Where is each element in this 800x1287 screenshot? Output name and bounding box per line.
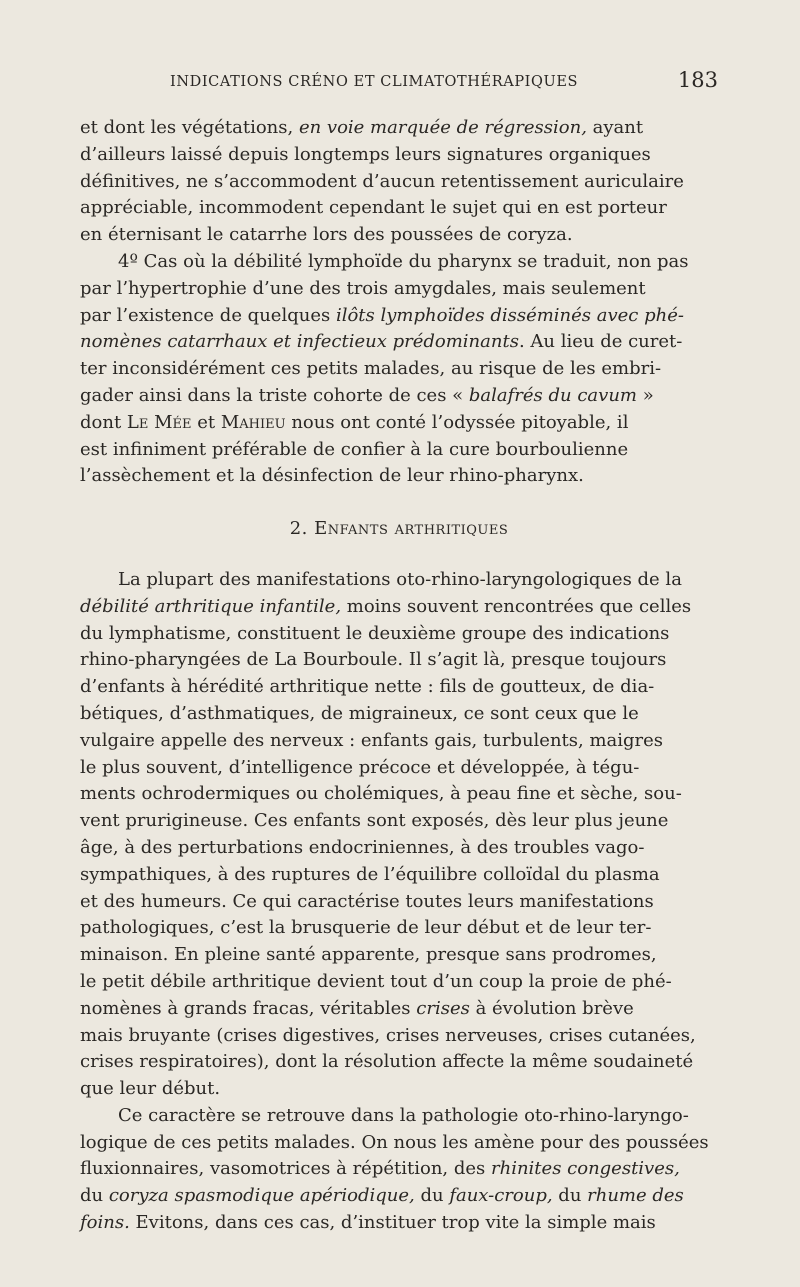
text-line: Ce caractère se retrouve dans la pathologie oto-rhino-laryngo- xyxy=(118,1104,689,1126)
italic-phrase: débilité arthritique infantile, xyxy=(80,595,342,617)
text-line: d’ailleurs laissé depuis longtemps leurs signatures organiques xyxy=(80,143,651,165)
text-line: minaison. En pleine santé apparente, presque sans prodromes, xyxy=(80,944,657,966)
text-line: par l’existence de quelques ilôts lymphoïdes disséminés avec phé- xyxy=(80,304,684,326)
text-line: du lymphatisme, constituent le deuxième groupe des indications xyxy=(80,622,670,644)
text-line: âge, à des perturbations endocriniennes, à des troubles vago- xyxy=(80,836,645,858)
running-title: INDICATIONS CRÉNO ET CLIMATOTHÉRAPIQUES xyxy=(170,74,579,90)
text-line: bétiques, d’asthmatiques, de migraineux, ce sont ceux que le xyxy=(80,702,639,724)
text-line: La plupart des manifestations oto-rhino-laryngologiques de la xyxy=(118,568,682,590)
text-line: du coryza spasmodique apériodique, du faux-croup, du rhume des xyxy=(80,1185,684,1207)
text-line: et dont les végétations, en voie marquée de régression, ayant xyxy=(80,117,644,138)
text-line: en éternisant le catarrhe lors des poussées de coryza. xyxy=(80,224,573,246)
paragraph-arthritic-children xyxy=(80,567,718,1103)
text-line: mais bruyante (crises digestives, crises nerveuses, crises cutanées, xyxy=(80,1024,696,1046)
text-line: le petit débile arthritique devient tout d’un coup la proie de phé- xyxy=(80,970,672,992)
text-line: que leur début. xyxy=(80,1078,221,1100)
text-line: ter inconsidérément ces petits malades, au risque de les embri- xyxy=(80,358,662,380)
author-name: Mahieu xyxy=(220,411,286,433)
section-title: Enfants arthritiques xyxy=(314,518,509,540)
italic-phrase: rhume des xyxy=(587,1185,684,1207)
text-line: d’enfants à hérédité arthritique nette : fils de goutteux, de dia- xyxy=(80,676,655,698)
text-line: ments ochrodermiques ou cholémiques, à peau fine et sèche, sou- xyxy=(80,783,682,805)
text-line: sympathiques, à des ruptures de l’équilibre colloïdal du plasma xyxy=(80,863,660,885)
text-line: crises respiratoires), dont la résolution affecte la même soudaineté xyxy=(80,1051,694,1073)
text-line: par l’hypertrophie d’une des trois amygdales, mais seulement xyxy=(80,277,646,299)
italic-phrase: en voie marquée de régression, xyxy=(298,117,587,138)
italic-phrase: crises xyxy=(416,997,470,1019)
text-line: vent prurigineuse. Ces enfants sont exposés, dès leur plus jeune xyxy=(80,810,669,832)
text-line: 4º Cas où la débilité lymphoïde du pharynx se traduit, non pas xyxy=(118,250,689,272)
text-line: logique de ces petits malades. On nous les amène pour des poussées xyxy=(80,1131,709,1153)
text-line: foins. Evitons, dans ces cas, d’instituer trop vite la simple mais xyxy=(80,1212,656,1234)
paragraph-otorhino-pathology xyxy=(80,1103,718,1237)
italic-phrase: balafrés du cavum xyxy=(468,384,637,406)
page-number: 183 xyxy=(677,68,718,92)
text-line: rhino-pharyngées de La Bourboule. Il s’agit là, presque toujours xyxy=(80,649,667,671)
paragraph-continuation xyxy=(80,115,718,249)
author-name: Le Mée xyxy=(126,411,192,433)
italic-phrase: coryza spasmodique apériodique, xyxy=(108,1185,415,1207)
text-line: et des humeurs. Ce qui caractérise toutes leurs manifestations xyxy=(80,890,654,912)
section-number: 2. xyxy=(289,518,308,540)
italic-phrase: rhinites congestives, xyxy=(491,1158,680,1180)
text-line: gader ainsi dans la triste cohorte de ces « balafrés du cavum » xyxy=(80,384,654,406)
italic-phrase: nomènes catarrhaux et infectieux prédominants xyxy=(80,331,519,353)
section-heading xyxy=(80,516,718,543)
text-line: pathologiques, c’est la brusquerie de leur début et de leur ter- xyxy=(80,917,652,939)
page-body xyxy=(80,115,718,1237)
text-line: l’assèchement et la désinfection de leur rhino-pharynx. xyxy=(80,465,584,487)
text-line: fluxionnaires, vasomotrices à répétition, des rhinites congestives, xyxy=(80,1158,680,1180)
text-line: vulgaire appelle des nerveux : enfants gais, turbulents, maigres xyxy=(80,729,664,751)
text-line: dont Le Mée et Mahieu nous ont conté l’odyssée pitoyable, il xyxy=(80,411,629,433)
text-line: le plus souvent, d’intelligence précoce et développée, à tégu- xyxy=(80,756,640,778)
italic-phrase: foins. xyxy=(80,1212,130,1234)
text-line: est infiniment préférable de confier à la cure bourboulienne xyxy=(80,438,629,460)
text-line: nomènes catarrhaux et infectieux prédominants. Au lieu de curet- xyxy=(80,331,683,353)
italic-phrase: ilôts lymphoïdes disséminés avec phé- xyxy=(335,304,684,326)
text-line: débilité arthritique infantile, moins souvent rencontrées que celles xyxy=(80,595,692,617)
running-head xyxy=(80,68,720,98)
text-line: nomènes à grands fracas, véritables crises à évolution brève xyxy=(80,997,634,1019)
text-line: appréciable, incommodent cependant le sujet qui en est porteur xyxy=(80,197,667,219)
paragraph-case-4 xyxy=(80,249,718,490)
text-line: définitives, ne s’accommodent d’aucun retentissement auriculaire xyxy=(80,170,684,192)
italic-phrase: faux-croup, xyxy=(449,1185,553,1207)
